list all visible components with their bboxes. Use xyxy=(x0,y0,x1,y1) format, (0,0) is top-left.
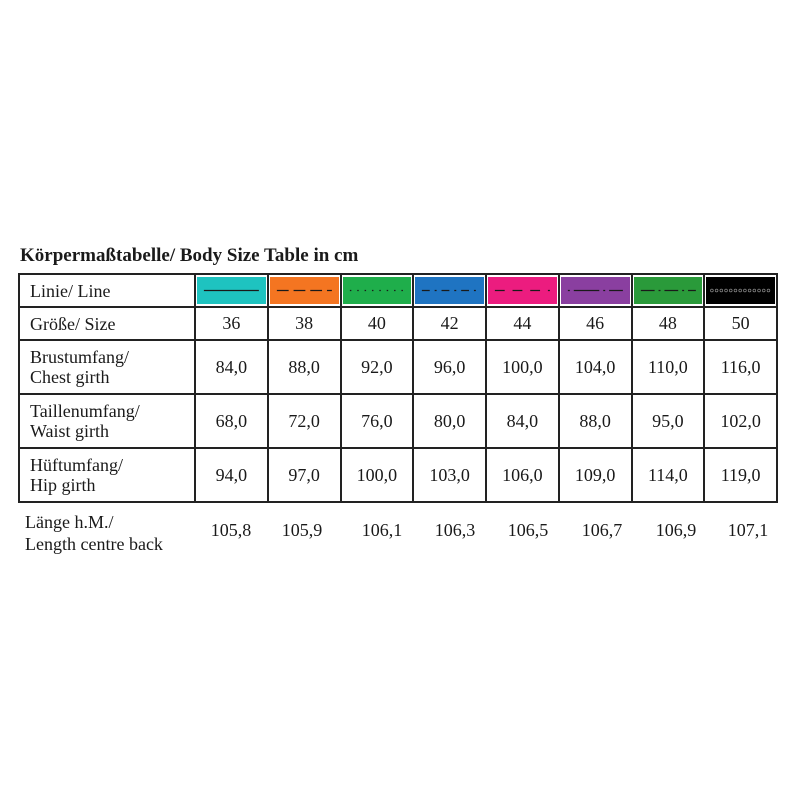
size-cell: 36 xyxy=(195,307,268,340)
line-pattern-dot xyxy=(711,289,714,292)
line-pattern-dot xyxy=(763,289,766,292)
table-title: Körpermaßtabelle/ Body Size Table in cm xyxy=(20,245,359,266)
row-label-line: Linie/ Line xyxy=(19,274,195,307)
line-pattern-dot xyxy=(720,289,723,292)
length-value: 106,3 xyxy=(434,520,476,540)
size-cell: 48 xyxy=(632,307,705,340)
waist-cell: 95,0 xyxy=(632,394,705,448)
size-cell: 38 xyxy=(268,307,341,340)
chest-cell: 116,0 xyxy=(704,340,777,394)
table-row-hip xyxy=(19,448,777,502)
hip-cell: 109,0 xyxy=(559,448,632,502)
chest-cell: 92,0 xyxy=(341,340,414,394)
line-pattern-dot xyxy=(767,289,770,292)
row-label-length: Länge h.M./ Length centre back xyxy=(25,512,163,554)
hip-cell: 97,0 xyxy=(268,448,341,502)
row-label-size: Größe/ Size xyxy=(19,307,195,340)
length-value: 106,1 xyxy=(361,520,403,540)
size-cell: 44 xyxy=(486,307,559,340)
table-row-chest xyxy=(19,340,777,394)
line-swatch xyxy=(488,277,557,304)
line-pattern-dot xyxy=(753,289,756,292)
hip-cell: 100,0 xyxy=(341,448,414,502)
waist-cell: 80,0 xyxy=(413,394,486,448)
line-pattern-dot xyxy=(715,289,718,292)
chest-cell: 100,0 xyxy=(486,340,559,394)
hip-cell: 94,0 xyxy=(195,448,268,502)
line-swatch xyxy=(270,277,339,304)
body-size-table xyxy=(18,273,778,503)
line-pattern-dot xyxy=(758,289,761,292)
size-cell: 42 xyxy=(413,307,486,340)
waist-cell: 84,0 xyxy=(486,394,559,448)
table-row-size xyxy=(19,307,777,340)
chest-cell: 84,0 xyxy=(195,340,268,394)
length-value: 106,9 xyxy=(655,520,697,540)
waist-cell: 102,0 xyxy=(704,394,777,448)
line-swatch xyxy=(706,277,775,304)
chest-cell: 96,0 xyxy=(413,340,486,394)
line-swatch xyxy=(343,277,412,304)
chest-cell: 110,0 xyxy=(632,340,705,394)
hip-cell: 106,0 xyxy=(486,448,559,502)
line-swatch xyxy=(197,277,266,304)
line-swatch xyxy=(634,277,703,304)
line-pattern-dot xyxy=(730,289,733,292)
row-label-chest: Brustumfang/ Chest girth xyxy=(19,340,195,394)
row-label-waist: Taillenumfang/ Waist girth xyxy=(19,394,195,448)
waist-cell: 88,0 xyxy=(559,394,632,448)
size-cell: 40 xyxy=(341,307,414,340)
line-pattern-dot xyxy=(725,289,728,292)
chest-cell: 104,0 xyxy=(559,340,632,394)
waist-cell: 72,0 xyxy=(268,394,341,448)
length-value: 105,8 xyxy=(210,520,252,540)
chest-cell: 88,0 xyxy=(268,340,341,394)
length-value: 106,5 xyxy=(507,520,549,540)
hip-cell: 119,0 xyxy=(704,448,777,502)
line-pattern-dot xyxy=(748,289,751,292)
hip-cell: 114,0 xyxy=(632,448,705,502)
waist-cell: 68,0 xyxy=(195,394,268,448)
line-swatch xyxy=(415,277,484,304)
row-label-hip: Hüftumfang/ Hip girth xyxy=(19,448,195,502)
length-value: 106,7 xyxy=(581,520,623,540)
line-pattern-dot xyxy=(734,289,737,292)
length-value: 107,1 xyxy=(727,520,769,540)
length-value: 105,9 xyxy=(281,520,323,540)
line-pattern-dot xyxy=(744,289,747,292)
line-swatch xyxy=(561,277,630,304)
size-cell: 46 xyxy=(559,307,632,340)
waist-cell: 76,0 xyxy=(341,394,414,448)
line-pattern-dot xyxy=(739,289,742,292)
hip-cell: 103,0 xyxy=(413,448,486,502)
table-row-waist xyxy=(19,394,777,448)
size-cell: 50 xyxy=(704,307,777,340)
table-row-line xyxy=(19,274,777,307)
